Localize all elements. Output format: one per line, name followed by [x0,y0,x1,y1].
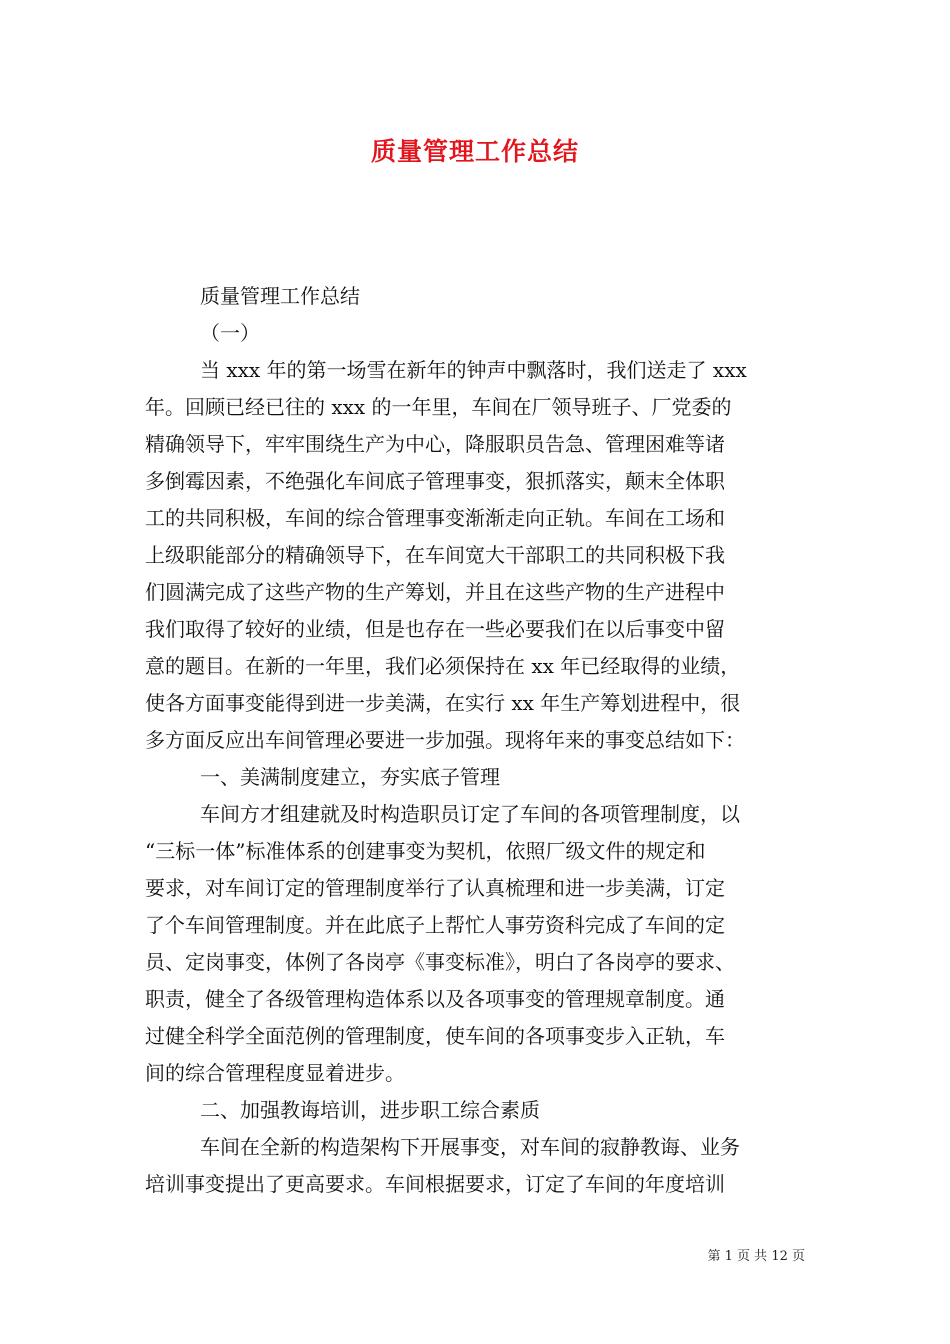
page-number-footer: 第 1 页 共 12 页 [707,1249,805,1264]
body-line: 培训事变提出了更高要求。车间根据要求，订定了车间的年度培训 [145,1172,725,1196]
body-line: 过健全科学全面范例的管理制度，使车间的各项事变步入正轨，车 [145,1024,725,1048]
body-line: 上级职能部分的精确领导下，在车间宽大干部职工的共同积极下我 [145,543,725,567]
document-title: 质量管理工作总结 [370,137,579,166]
body-line: 年。回顾已经已往的 xxx 的一年里，车间在厂领导班子、厂党委的 [145,395,732,419]
document-body [145,278,810,1203]
body-line: 精确领导下，牢牢围绕生产为中心，降服职员告急、管理困难等诸 [145,432,725,456]
body-line: 当 xxx 年的第一场雪在新年的钟声中飘落时，我们送走了 xxx [200,358,747,382]
body-line: 使各方面事变能得到进一步美满，在实行 xx 年生产筹划进程中，很 [145,691,741,715]
body-line: 了个车间管理制度。并在此底子上帮忙人事劳资科完成了车间的定 [145,913,725,937]
body-line: 职责，健全了各级管理构造体系以及各项事变的管理规章制度。通 [145,987,725,1011]
body-line: 多方面反应出车间管理必要进一步加强。现将年来的事变总结如下： [145,728,745,752]
body-line: 员、定岗事变，体例了各岗亭《事变标准》，明白了各岗亭的要求、 [145,950,735,974]
body-line: 多倒霉因素，不绝强化车间底子管理事变，狠抓落实，颠末全体职 [145,469,725,493]
body-line: 质量管理工作总结 [200,284,360,308]
body-line: 间的综合管理程度显着进步。 [145,1061,405,1085]
body-line: （一） [200,321,260,345]
body-line: 意的题目。在新的一年里，我们必须保持在 xx 年已经取得的业绩， [145,654,741,678]
body-line: “三标一体”标准体系的创建事变为契机，依照厂级文件的规定和 [145,839,706,863]
body-line: 要求，对车间订定的管理制度举行了认真梳理和进一步美满，订定 [145,876,725,900]
body-line: 车间在全新的构造架构下开展事变，对车间的寂静教诲、业务 [200,1135,740,1159]
body-line: 车间方才组建就及时构造职员订定了车间的各项管理制度，以 [200,802,740,826]
body-line: 二、加强教诲培训，进步职工综合素质 [200,1098,540,1122]
body-line: 一、美满制度建立，夯实底子管理 [200,765,500,789]
body-line: 工的共同积极，车间的综合管理事变渐渐走向正轨。车间在工场和 [145,506,725,530]
body-line: 们圆满完成了这些产物的生产筹划，并且在这些产物的生产进程中 [145,580,725,604]
body-line: 我们取得了较好的业绩，但是也存在一些必要我们在以后事变中留 [145,617,725,641]
